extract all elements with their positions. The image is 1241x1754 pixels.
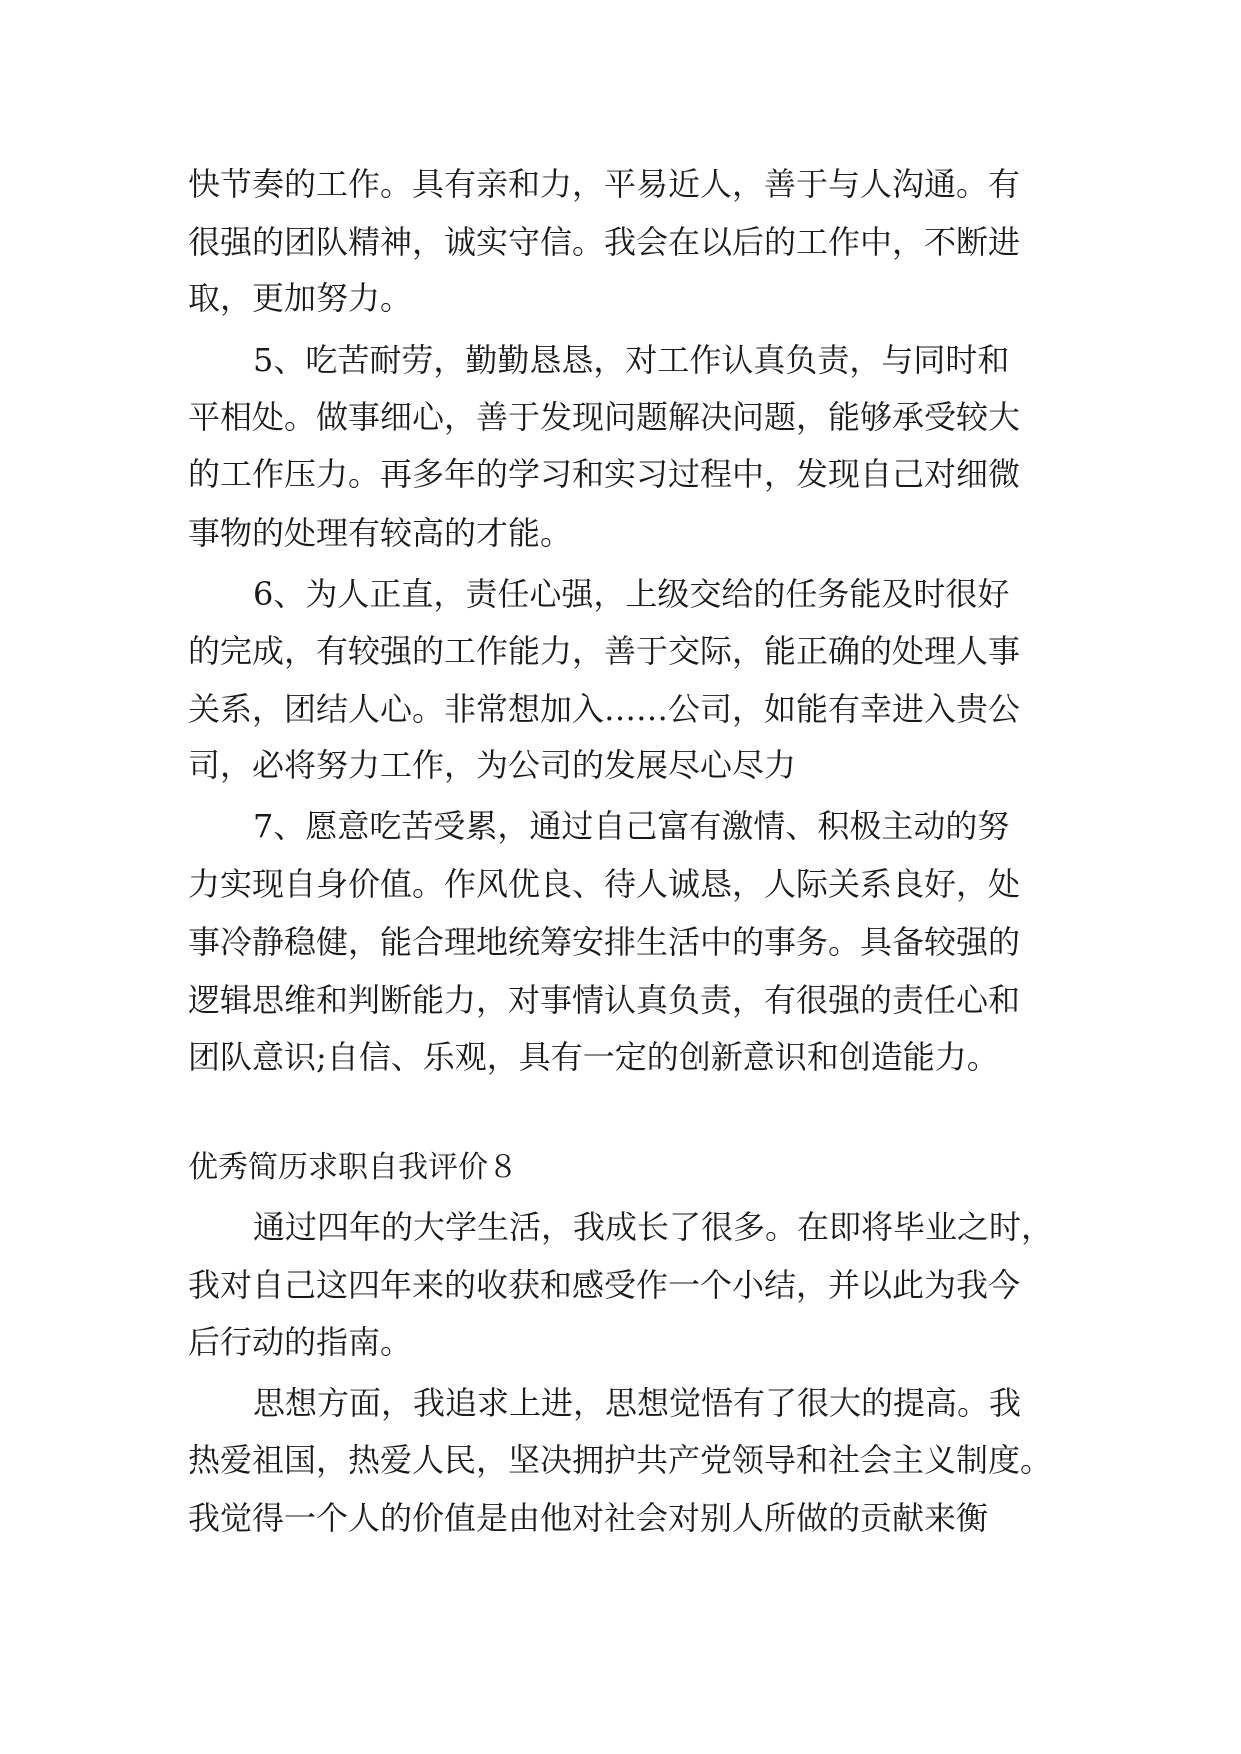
paragraph-line: 平相处。做事细心，善于发现问题解决问题，能够承受较大 (188, 398, 1021, 436)
paragraph-line: 我觉得一个人的价值是由他对社会对别人所做的贡献来衡 (188, 1499, 989, 1537)
paragraph-line: 事物的处理有较高的才能。 (188, 514, 573, 552)
paragraph-line: 的完成，有较强的工作能力，善于交际，能正确的处理人事 (188, 632, 1021, 670)
list-item-5-line: 5、吃苦耐劳，勤勤恳恳，对工作认真负责，与同时和 (253, 341, 1010, 379)
paragraph-line: 司，必将努力工作，为公司的发展尽心尽力 (188, 746, 797, 784)
list-item-7-line: 7、愿意吃苦受累，通过自己富有激情、积极主动的努 (253, 807, 1010, 845)
paragraph-line: 思想方面，我追求上进，思想觉悟有了很大的提高。我 (253, 1384, 1022, 1422)
paragraph-line: 通过四年的大学生活，我成长了很多。在即将毕业之时， (253, 1208, 1054, 1246)
paragraph-line: 力实现自身价值。作风优良、待人诚恳，人际关系良好，处 (188, 865, 1021, 903)
list-item-6-line: 6、为人正直，责任心强，上级交给的任务能及时很好 (253, 575, 1010, 613)
paragraph-line: 我对自己这四年来的收获和感受作一个小结，并以此为我今 (188, 1266, 1021, 1304)
paragraph-line: 快节奏的工作。具有亲和力，平易近人，善于与人沟通。有 (188, 165, 1021, 203)
paragraph-line: 很强的团队精神，诚实守信。我会在以后的工作中，不断进 (188, 223, 1021, 261)
paragraph-line: 团队意识;自信、乐观，具有一定的创新意识和创造能力。 (188, 1038, 999, 1076)
paragraph-line: 后行动的指南。 (188, 1323, 413, 1361)
paragraph-line: 事冷静稳健，能合理地统筹安排生活中的事务。具备较强的 (188, 923, 1021, 961)
paragraph-line: 逻辑思维和判断能力，对事情认真负责，有很强的责任心和 (188, 981, 1021, 1019)
paragraph-line: 取，更加努力。 (188, 279, 413, 317)
section-heading: 优秀简历求职自我评价８ (188, 1150, 518, 1185)
paragraph-line: 热爱祖国，热爱人民，坚决拥护共产党领导和社会主义制度。 (188, 1441, 1053, 1479)
paragraph-line: 的工作压力。再多年的学习和实习过程中，发现自己对细微 (188, 455, 1021, 493)
paragraph-line: 关系，团结人心。非常想加入……公司，如能有幸进入贵公 (188, 690, 1021, 728)
